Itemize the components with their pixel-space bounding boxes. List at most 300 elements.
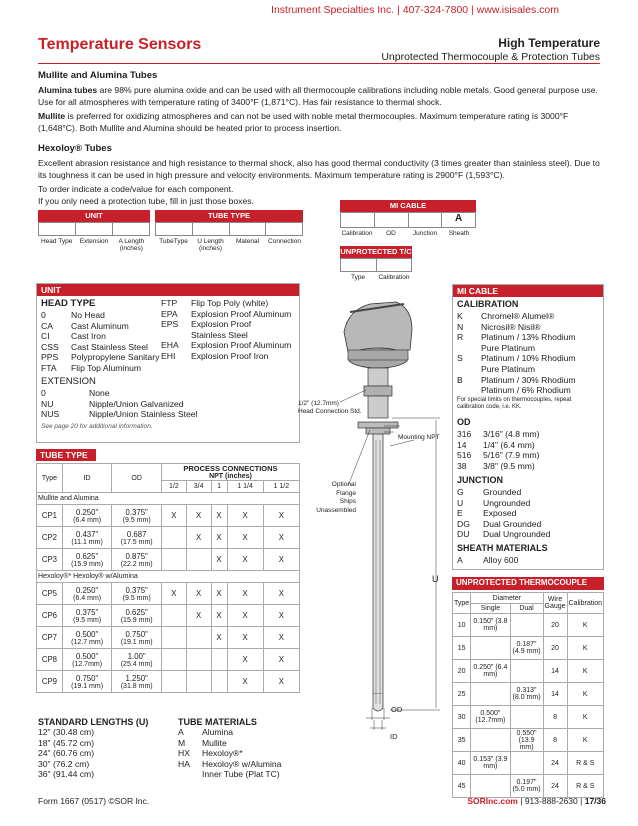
unp-cal: K: [567, 706, 603, 729]
unprotected-calibration-field[interactable]: [377, 259, 412, 271]
description: 5/16" (7.9 mm): [483, 450, 540, 461]
page-number: 17/36: [584, 796, 606, 806]
description: Hexoloy®*: [202, 748, 243, 759]
unp-single: 0.250" (6.4 mm): [471, 660, 510, 683]
list-item: [161, 351, 291, 362]
code: A: [178, 727, 184, 737]
unit-order-label: UNIT: [38, 210, 150, 222]
unp-single: [471, 683, 510, 706]
code: DG: [457, 518, 470, 529]
page-title: Temperature Sensors: [38, 36, 202, 53]
code: 0: [41, 388, 46, 398]
connection-mark: X: [227, 505, 263, 527]
contact-line: Instrument Specialties Inc. | 407-324-7800 | www.isisales.com: [271, 4, 559, 16]
tube-id: 0.437" (11.1 mm): [62, 527, 112, 549]
code: HA: [178, 758, 190, 769]
u-dimension-label: U: [432, 574, 439, 584]
list-item: [457, 343, 576, 354]
code: EPA: [161, 308, 178, 319]
unp-dual: [510, 614, 543, 637]
code: 38: [457, 460, 467, 471]
materials-heading: TUBE MATERIALS: [178, 717, 257, 727]
description: Explosion Proof Iron: [191, 350, 269, 361]
unp-type: 45: [453, 775, 471, 798]
connection-mark: X: [211, 627, 227, 649]
table-row: [37, 505, 300, 527]
form-number: Form 1667 (0517) ©SOR Inc.: [38, 796, 150, 806]
unp-cal: K: [567, 683, 603, 706]
col-od: OD: [112, 464, 162, 493]
description: Stainless Steel: [191, 329, 248, 340]
unp-dual: 0.550" (13.9 mm): [510, 729, 543, 752]
list-item: [41, 310, 159, 321]
mullite-paragraph: Mullite is preferred for oxidizing atmospheres and can not be used with noble metal thermocouples. Maximum temperature rating is 3000°F (1,648°C). Both Mullite and Alumina should be heated prior to process insertion.: [38, 111, 569, 133]
unprotected-section: [452, 577, 604, 798]
code: CSS: [41, 341, 59, 352]
tube-od: 0.375" (9.5 mm): [112, 583, 162, 605]
tube-id: 0.625" (15.9 mm): [62, 549, 112, 571]
tube-type-order-label: TUBE TYPE: [155, 210, 303, 222]
sheath-field[interactable]: A: [455, 213, 463, 224]
list-item: [457, 555, 518, 566]
description: Explosion Proof: [191, 319, 252, 330]
description: Nipple/Union Stainless Steel: [89, 409, 198, 420]
header-rule: [38, 63, 600, 64]
tube-type-code: CP1: [37, 505, 63, 527]
unp-type: 25: [453, 683, 471, 706]
tube-type-section: [36, 449, 300, 693]
list-item: [41, 342, 159, 353]
group-label: Hexoloy®* Hexoloy® w/Alumina: [37, 571, 300, 583]
list-item: [161, 330, 291, 341]
description: Chromel® Alumel®: [481, 311, 555, 321]
description: None: [89, 388, 110, 398]
unp-col-dual: Dual: [510, 604, 543, 614]
list-item: [41, 399, 197, 410]
head-type-list-right: [161, 298, 291, 362]
unp-col-single: Single: [471, 604, 510, 614]
tube-od: 1.00" (25.4 mm): [112, 649, 162, 671]
connection-mark: X: [227, 649, 263, 671]
unprotected-type-field[interactable]: [341, 259, 377, 271]
code: K: [457, 311, 463, 321]
material-field[interactable]: [230, 223, 267, 235]
code: 14: [457, 439, 467, 450]
connection-field[interactable]: [266, 223, 302, 235]
connection-mark: [161, 527, 186, 549]
code: U: [457, 497, 464, 508]
junction-heading: JUNCTION: [457, 475, 504, 485]
section-subtitle: Unprotected Thermocouple & Protection Tubes: [381, 51, 600, 63]
code: CA: [41, 320, 53, 331]
list-item: [41, 331, 159, 342]
code: NU: [41, 398, 54, 409]
unp-type: 30: [453, 706, 471, 729]
tube-od: 0.750" (19.1 mm): [112, 627, 162, 649]
unp-cal: K: [567, 660, 603, 683]
connection-mark: [186, 549, 211, 571]
connection-mark: X: [211, 549, 227, 571]
list-item: [41, 352, 159, 363]
description: Dual Ungrounded: [483, 529, 551, 540]
material-caption: Material: [235, 238, 260, 245]
extension-heading: EXTENSION: [41, 376, 96, 387]
connection-mark: X: [161, 505, 186, 527]
calibration-field[interactable]: [341, 213, 375, 227]
unp-type: 35: [453, 729, 471, 752]
list-item: [41, 363, 159, 374]
list-item: [457, 322, 576, 333]
od-heading: OD: [457, 417, 471, 427]
tube-type-code: CP8: [37, 649, 63, 671]
code: DU: [457, 529, 470, 540]
unprotected-calibration-caption: Calibration: [378, 274, 410, 281]
table-row: [37, 605, 300, 627]
od-list: [457, 429, 540, 471]
unp-cal: R & S: [567, 752, 603, 775]
code: G: [457, 487, 464, 497]
head-type-list: [41, 310, 159, 374]
code: 316: [457, 429, 472, 439]
unp-col-wire: Wire Gauge: [543, 593, 567, 614]
unp-col-diameter: Diameter: [471, 593, 543, 604]
a-length-field[interactable]: [113, 223, 149, 235]
head-type-heading: HEAD TYPE: [41, 298, 96, 309]
connection-mark: X: [186, 527, 211, 549]
head-connection-label: 1/2" (12.7mm) Head Connection Std.: [298, 400, 362, 415]
list-item: [457, 332, 576, 343]
list-item: [457, 529, 550, 540]
unprotected-order-box: [340, 246, 412, 281]
tube-od: 0.875" (22.2 mm): [112, 549, 162, 571]
description: Hexoloy® w/Alumina: [202, 758, 282, 769]
tube-od: 0.625" (15.9 mm): [112, 605, 162, 627]
tube-type-field[interactable]: [156, 223, 193, 235]
table-row: [453, 614, 604, 637]
connection-caption: Connection: [268, 238, 301, 245]
unp-cal: K: [567, 614, 603, 637]
description: Inner Tube (Plat TC): [202, 769, 280, 780]
list-item: [161, 298, 291, 309]
description: Pure Platinum: [481, 363, 535, 374]
unprotected-table: [452, 592, 604, 798]
description: Platinum / 13% Rhodium: [481, 332, 576, 343]
length-item: 30" (76.2 cm): [38, 758, 90, 769]
unp-cal: K: [567, 637, 603, 660]
description: 3/8" (9.5 mm): [483, 460, 535, 471]
unp-cal: K: [567, 729, 603, 752]
connection-mark: X: [211, 605, 227, 627]
unp-dual: 0.197" (5.0 mm): [510, 775, 543, 798]
list-item: [457, 353, 576, 364]
code: EPS: [161, 319, 179, 330]
npt-size-header: 1 1/2: [263, 481, 299, 493]
unp-single: 0.153" (3.9 mm): [471, 752, 510, 775]
description: Alloy 600: [483, 555, 519, 565]
code: EHI: [161, 350, 176, 361]
connection-mark: X: [227, 605, 263, 627]
code: N: [457, 321, 464, 332]
connection-mark: [161, 605, 186, 627]
connection-mark: X: [227, 671, 263, 693]
hexoloy-paragraph: Excellent abrasion resistance and high resistance to thermal shock, also has good thermal conductivity (3 times greater than stainless steel). Due to its toughness it can be used in high pressure and velocity environments. Maximum temperature rating is 2900°F (1,593°C).: [38, 158, 600, 180]
code: 0: [41, 310, 46, 320]
tube-type-section-title: TUBE TYPE: [36, 449, 96, 461]
unp-col-type: Type: [453, 593, 471, 614]
footer-site[interactable]: SORInc.com: [467, 796, 518, 806]
tube-id: 0.750" (19.1 mm): [62, 671, 112, 693]
table-row: [37, 549, 300, 571]
list-item: [457, 311, 576, 322]
unp-dual: 0.313" (8.0 mm): [510, 683, 543, 706]
table-row: [453, 683, 604, 706]
list-item: [457, 375, 576, 386]
table-row: [453, 660, 604, 683]
unit-section-title: UNIT: [37, 284, 299, 296]
head-type-caption: Head Type: [41, 238, 73, 245]
list-item: [41, 321, 159, 332]
connection-mark: X: [227, 583, 263, 605]
unp-single: [471, 729, 510, 752]
optional-flange-label: Optional Flange Ships Unassembled: [316, 481, 356, 514]
description: Platinum / 30% Rhodium: [481, 374, 576, 385]
list-item: [457, 385, 576, 396]
table-row: [453, 637, 604, 660]
tube-type-code: CP7: [37, 627, 63, 649]
table-row: [453, 729, 604, 752]
description: Polypropylene Sanitary: [71, 352, 160, 363]
code: B: [457, 374, 463, 385]
unp-col-cal: Calibration: [567, 593, 603, 614]
list-item: [178, 738, 281, 749]
description: Nipple/Union Galvanized: [89, 398, 184, 409]
unp-dual: [510, 752, 543, 775]
unp-cal: R & S: [567, 775, 603, 798]
description: Cast Aluminum: [71, 320, 129, 331]
connection-mark: [161, 549, 186, 571]
description: Platinum / 10% Rhodium: [481, 353, 576, 364]
mi-cable-order-box: [340, 200, 476, 237]
a-length-caption: A Length (inches): [118, 238, 145, 252]
extension-list: [41, 388, 197, 420]
unprotected-section-title: UNPROTECTED THERMOCOUPLE: [452, 577, 604, 590]
connection-mark: [186, 627, 211, 649]
connection-mark: [161, 671, 186, 693]
order-instruction-2: If you only need a protection tube, fill in just those boxes.: [38, 196, 254, 206]
connection-mark: [186, 649, 211, 671]
list-item: [161, 340, 291, 351]
connection-mark: [211, 649, 227, 671]
tube-type-code: CP6: [37, 605, 63, 627]
code: S: [457, 353, 463, 364]
connection-mark: X: [227, 527, 263, 549]
length-item: 18" (45.72 cm): [38, 737, 95, 748]
list-item: [178, 759, 281, 770]
connection-mark: X: [186, 583, 211, 605]
unp-gauge: 14: [543, 660, 567, 683]
unp-dual: [510, 706, 543, 729]
code: NUS: [41, 409, 60, 420]
special-limits-note: For special limits on thermocouples, repeat calibration code, i.e. KK.: [457, 397, 572, 410]
unp-gauge: 8: [543, 706, 567, 729]
u-length-caption: U Length (inches): [197, 238, 224, 252]
unp-type: 15: [453, 637, 471, 660]
connection-mark: [161, 627, 186, 649]
description: Cast Stainless Steel: [71, 341, 148, 352]
sheath-list: [457, 555, 518, 566]
od-caption: OD: [386, 230, 396, 237]
tube-type-table: [36, 463, 300, 693]
mi-cable-section-title: MI CABLE: [453, 285, 603, 297]
group-label: Mullite and Alumina: [37, 493, 300, 505]
length-item: 12" (30.48 cm): [38, 727, 95, 737]
connection-mark: X: [211, 527, 227, 549]
connection-mark: X: [227, 627, 263, 649]
unp-gauge: 20: [543, 614, 567, 637]
list-item: [178, 769, 281, 780]
see-note: See page 20 for additional information.: [41, 423, 153, 430]
unp-single: [471, 775, 510, 798]
list-item: [457, 498, 550, 509]
unit-section: [36, 283, 300, 443]
code: CI: [41, 331, 50, 342]
junction-list: [457, 487, 550, 540]
thermocouple-diagram: [300, 290, 448, 760]
footer-phone: 913-888-2630: [524, 796, 578, 806]
code: FTA: [41, 362, 57, 373]
od-field[interactable]: [375, 213, 409, 227]
description: Flip Top Aluminum: [71, 362, 142, 373]
table-row: [37, 671, 300, 693]
section-title: High Temperature: [498, 36, 600, 50]
description: Dual Grounded: [483, 518, 542, 529]
description: Explosion Proof Aluminum: [191, 340, 292, 351]
list-item: [457, 487, 550, 498]
unp-gauge: 20: [543, 637, 567, 660]
u-length-field[interactable]: [193, 223, 230, 235]
code: HX: [178, 748, 190, 759]
list-item: [161, 309, 291, 320]
connection-mark: X: [186, 605, 211, 627]
list-item: [178, 727, 281, 738]
npt-size-header: 1: [211, 481, 227, 493]
tube-id: 0.500" (12.7 mm): [62, 627, 112, 649]
description: 1/4" (6.4 mm): [483, 439, 535, 450]
head-type-field[interactable]: [39, 223, 76, 235]
unp-type: 20: [453, 660, 471, 683]
extension-field[interactable]: [76, 223, 113, 235]
list-item: [457, 508, 550, 519]
table-row: [453, 706, 604, 729]
connection-mark: X: [263, 627, 299, 649]
calibration-list: [457, 311, 576, 396]
description: Alumina: [202, 727, 234, 737]
tube-type-code: CP5: [37, 583, 63, 605]
connection-mark: X: [263, 505, 299, 527]
length-item: 24" (60.76 cm): [38, 748, 95, 758]
sheath-heading: SHEATH MATERIALS: [457, 543, 548, 553]
unp-gauge: 24: [543, 775, 567, 798]
col-process: PROCESS CONNECTIONS NPT (inches): [161, 464, 299, 481]
tube-materials: [178, 717, 281, 780]
calibration-caption: Calibration: [341, 230, 373, 237]
list-item: [178, 748, 281, 759]
list-item: [457, 450, 540, 461]
code: E: [457, 508, 463, 519]
unp-type: 10: [453, 614, 471, 637]
unp-dual: [510, 660, 543, 683]
tube-od: 0.687 (17.5 mm): [112, 527, 162, 549]
code: 516: [457, 450, 472, 461]
junction-field[interactable]: [409, 213, 443, 227]
code: A: [457, 555, 463, 565]
unp-single: 0.500" (12.7mm): [471, 706, 510, 729]
connection-mark: X: [211, 583, 227, 605]
lengths-heading: STANDARD LENGTHS (U): [38, 717, 149, 727]
list-item: [457, 519, 550, 530]
connection-mark: X: [263, 671, 299, 693]
mi-cable-order-label: MI CABLE: [340, 200, 476, 212]
list-item: [457, 440, 540, 451]
table-row: [453, 775, 604, 798]
description: Grounded: [483, 487, 522, 497]
alumina-paragraph: Alumina tubes are 98% pure alumina oxide and can be used with all thermocouple calibrations including noble metals. Good general purpose use. Use for all atmospheres with temperature rating of 3400°F (1,871°C). Has fair resistance to thermal shock.: [38, 85, 598, 107]
connection-mark: X: [263, 605, 299, 627]
connection-mark: X: [263, 527, 299, 549]
code: PPS: [41, 352, 59, 363]
extension-caption: Extension: [79, 238, 109, 245]
tube-type-code: CP2: [37, 527, 63, 549]
description: Ungrounded: [483, 497, 531, 508]
calibration-heading: CALIBRATION: [457, 299, 519, 309]
sheath-caption: Sheath: [448, 230, 470, 237]
tube-id: 0.250" (6.4 mm): [62, 505, 112, 527]
unp-gauge: 8: [543, 729, 567, 752]
description: 3/16" (4.8 mm): [483, 429, 540, 439]
connection-mark: [161, 649, 186, 671]
code: M: [178, 737, 186, 748]
table-row: [37, 583, 300, 605]
connection-mark: X: [186, 505, 211, 527]
unp-dual: 0.187" (4.9 mm): [510, 637, 543, 660]
unp-type: 40: [453, 752, 471, 775]
junction-caption: Junction: [412, 230, 438, 237]
table-row: [37, 527, 300, 549]
list-item: [161, 319, 291, 330]
tube-type-order-box: [155, 210, 303, 252]
unp-gauge: 24: [543, 752, 567, 775]
npt-size-header: 3/4: [186, 481, 211, 493]
table-row: [453, 752, 604, 775]
connection-mark: X: [161, 583, 186, 605]
tube-id: 0.500" (12.7mm): [62, 649, 112, 671]
unprotected-type-caption: Type: [350, 274, 366, 281]
connection-mark: X: [263, 549, 299, 571]
npt-size-header: 1/2: [161, 481, 186, 493]
mi-cable-section: [452, 284, 604, 570]
code: R: [457, 332, 464, 343]
id-dimension-label: ID: [390, 732, 398, 741]
list-item: [457, 461, 540, 472]
tube-type-code: CP9: [37, 671, 63, 693]
unp-single: [471, 637, 510, 660]
standard-lengths: [38, 717, 148, 780]
table-row: [37, 649, 300, 671]
unprotected-order-label: UNPROTECTED T/C: [340, 247, 412, 256]
tube-od: 0.375" (9.5 mm): [112, 505, 162, 527]
hexoloy-heading: Hexoloy® Tubes: [38, 143, 112, 154]
list-item: [457, 429, 540, 440]
